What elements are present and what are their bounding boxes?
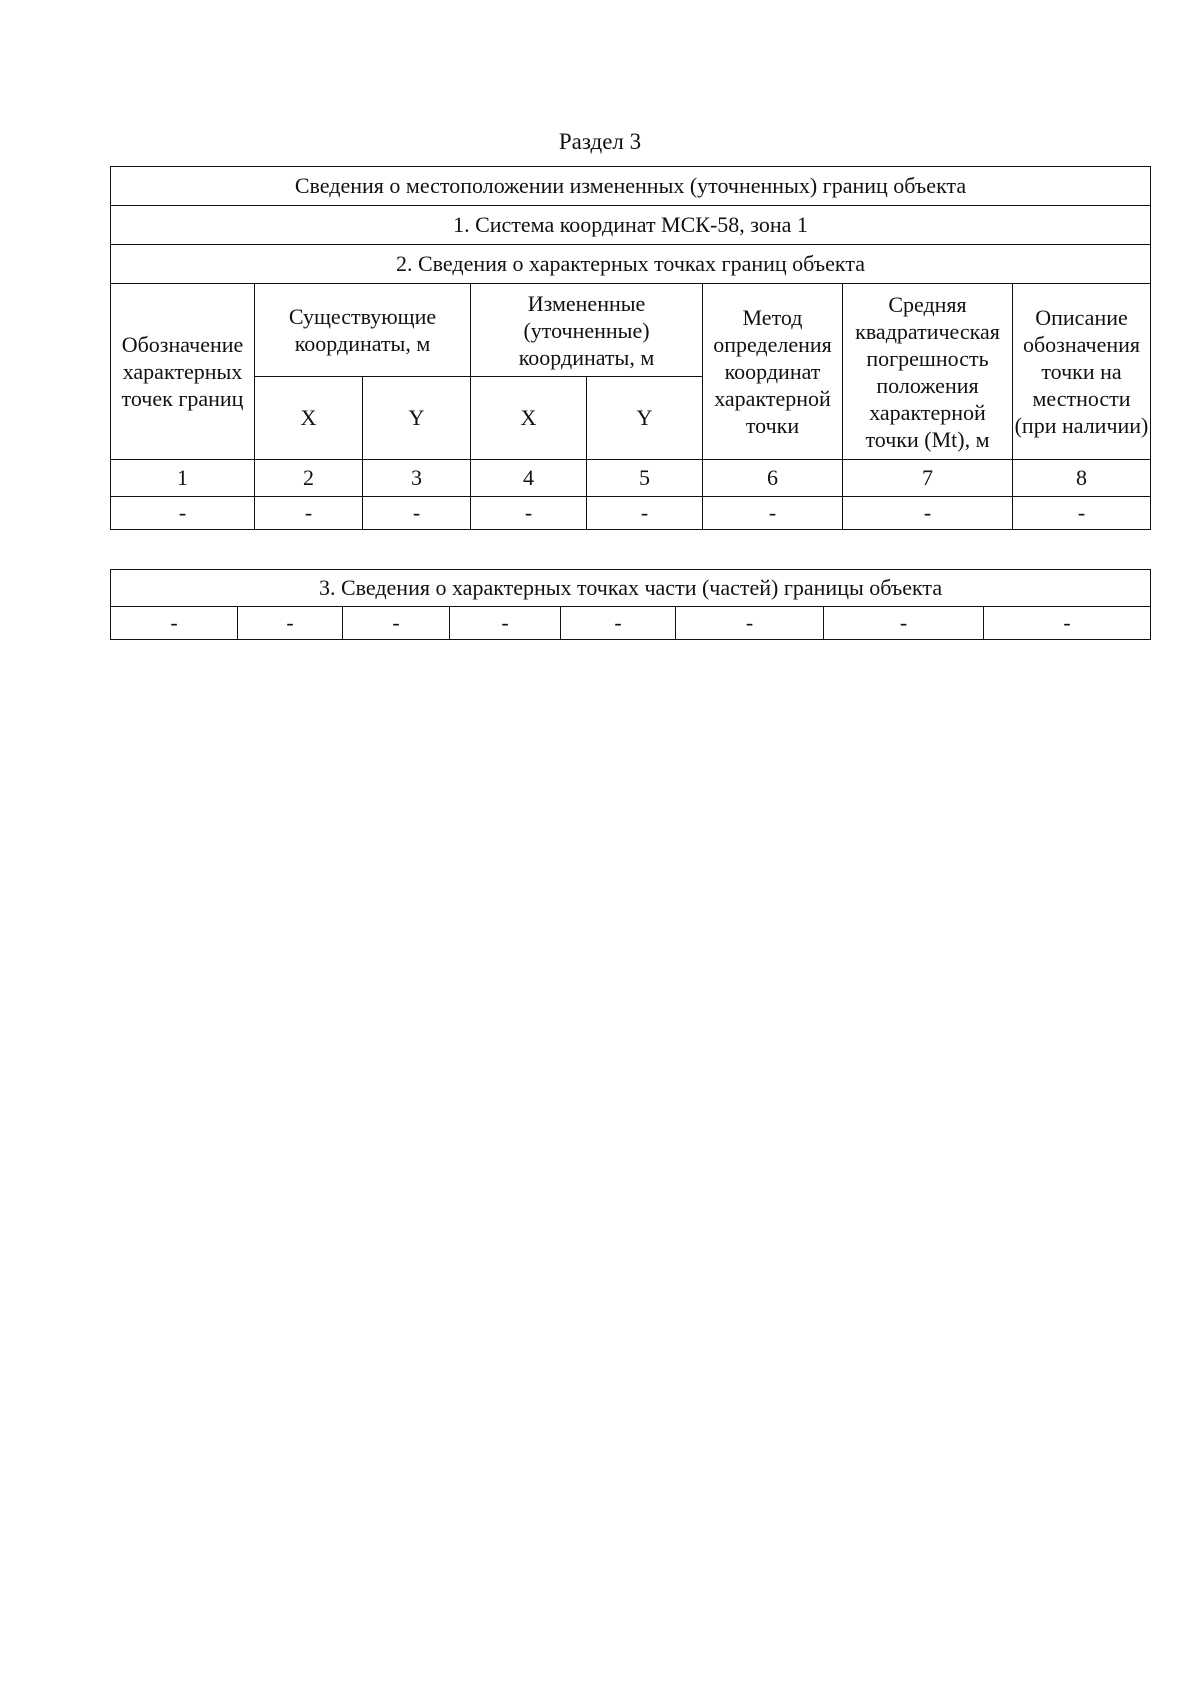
header-designation: Обозначение характерных точек границ <box>111 284 255 460</box>
column-number: 3 <box>363 460 471 497</box>
header-method: Метод определения координат характерной точки <box>703 284 843 460</box>
points-heading-row: 2. Сведения о характерных точках границ объекта <box>111 245 1151 284</box>
table-cell: - <box>676 607 824 640</box>
header-changed-x: X <box>471 377 587 460</box>
table-cell: - <box>255 497 363 530</box>
table-cell: - <box>587 497 703 530</box>
column-number: 1 <box>111 460 255 497</box>
column-number: 4 <box>471 460 587 497</box>
part-boundary-points-table <box>110 569 1151 640</box>
header-description: Описание обозначения точки на местности (при наличии) <box>1013 284 1151 460</box>
table-cell: - <box>111 607 238 640</box>
table-row <box>111 497 1151 530</box>
table-cell: - <box>238 607 343 640</box>
header-changed-y: Y <box>587 377 703 460</box>
column-number: 6 <box>703 460 843 497</box>
table-cell: - <box>561 607 676 640</box>
header-existing-coords: Существующие координаты, м <box>255 284 471 377</box>
table-cell: - <box>824 607 984 640</box>
table-cell: - <box>343 607 450 640</box>
header-changed-coords: Измененные (уточненные) координаты, м <box>471 284 703 377</box>
header-existing-x: X <box>255 377 363 460</box>
table-cell: - <box>984 607 1151 640</box>
column-number-row <box>111 460 1151 497</box>
boundary-points-table <box>110 166 1151 530</box>
column-number: 8 <box>1013 460 1151 497</box>
column-number: 2 <box>255 460 363 497</box>
column-number: 7 <box>843 460 1013 497</box>
table-cell: - <box>471 497 587 530</box>
column-number: 5 <box>587 460 703 497</box>
table-cell: - <box>1013 497 1151 530</box>
parts-heading-row: 3. Сведения о характерных точках части (частей) границы объекта <box>111 570 1151 607</box>
table-cell: - <box>703 497 843 530</box>
header-existing-y: Y <box>363 377 471 460</box>
table-cell: - <box>363 497 471 530</box>
table-cell: - <box>450 607 561 640</box>
table-cell: - <box>843 497 1013 530</box>
table-title: Сведения о местоположении измененных (уточненных) границ объекта <box>111 167 1151 206</box>
table-cell: - <box>111 497 255 530</box>
header-mean-error: Средняя квадратическая погрешность положения характерной точки (Mt), м <box>843 284 1013 460</box>
section-title: Раздел 3 <box>558 129 642 154</box>
table-row <box>111 607 1151 640</box>
coord-system-row: 1. Система координат МСК-58, зона 1 <box>111 206 1151 245</box>
